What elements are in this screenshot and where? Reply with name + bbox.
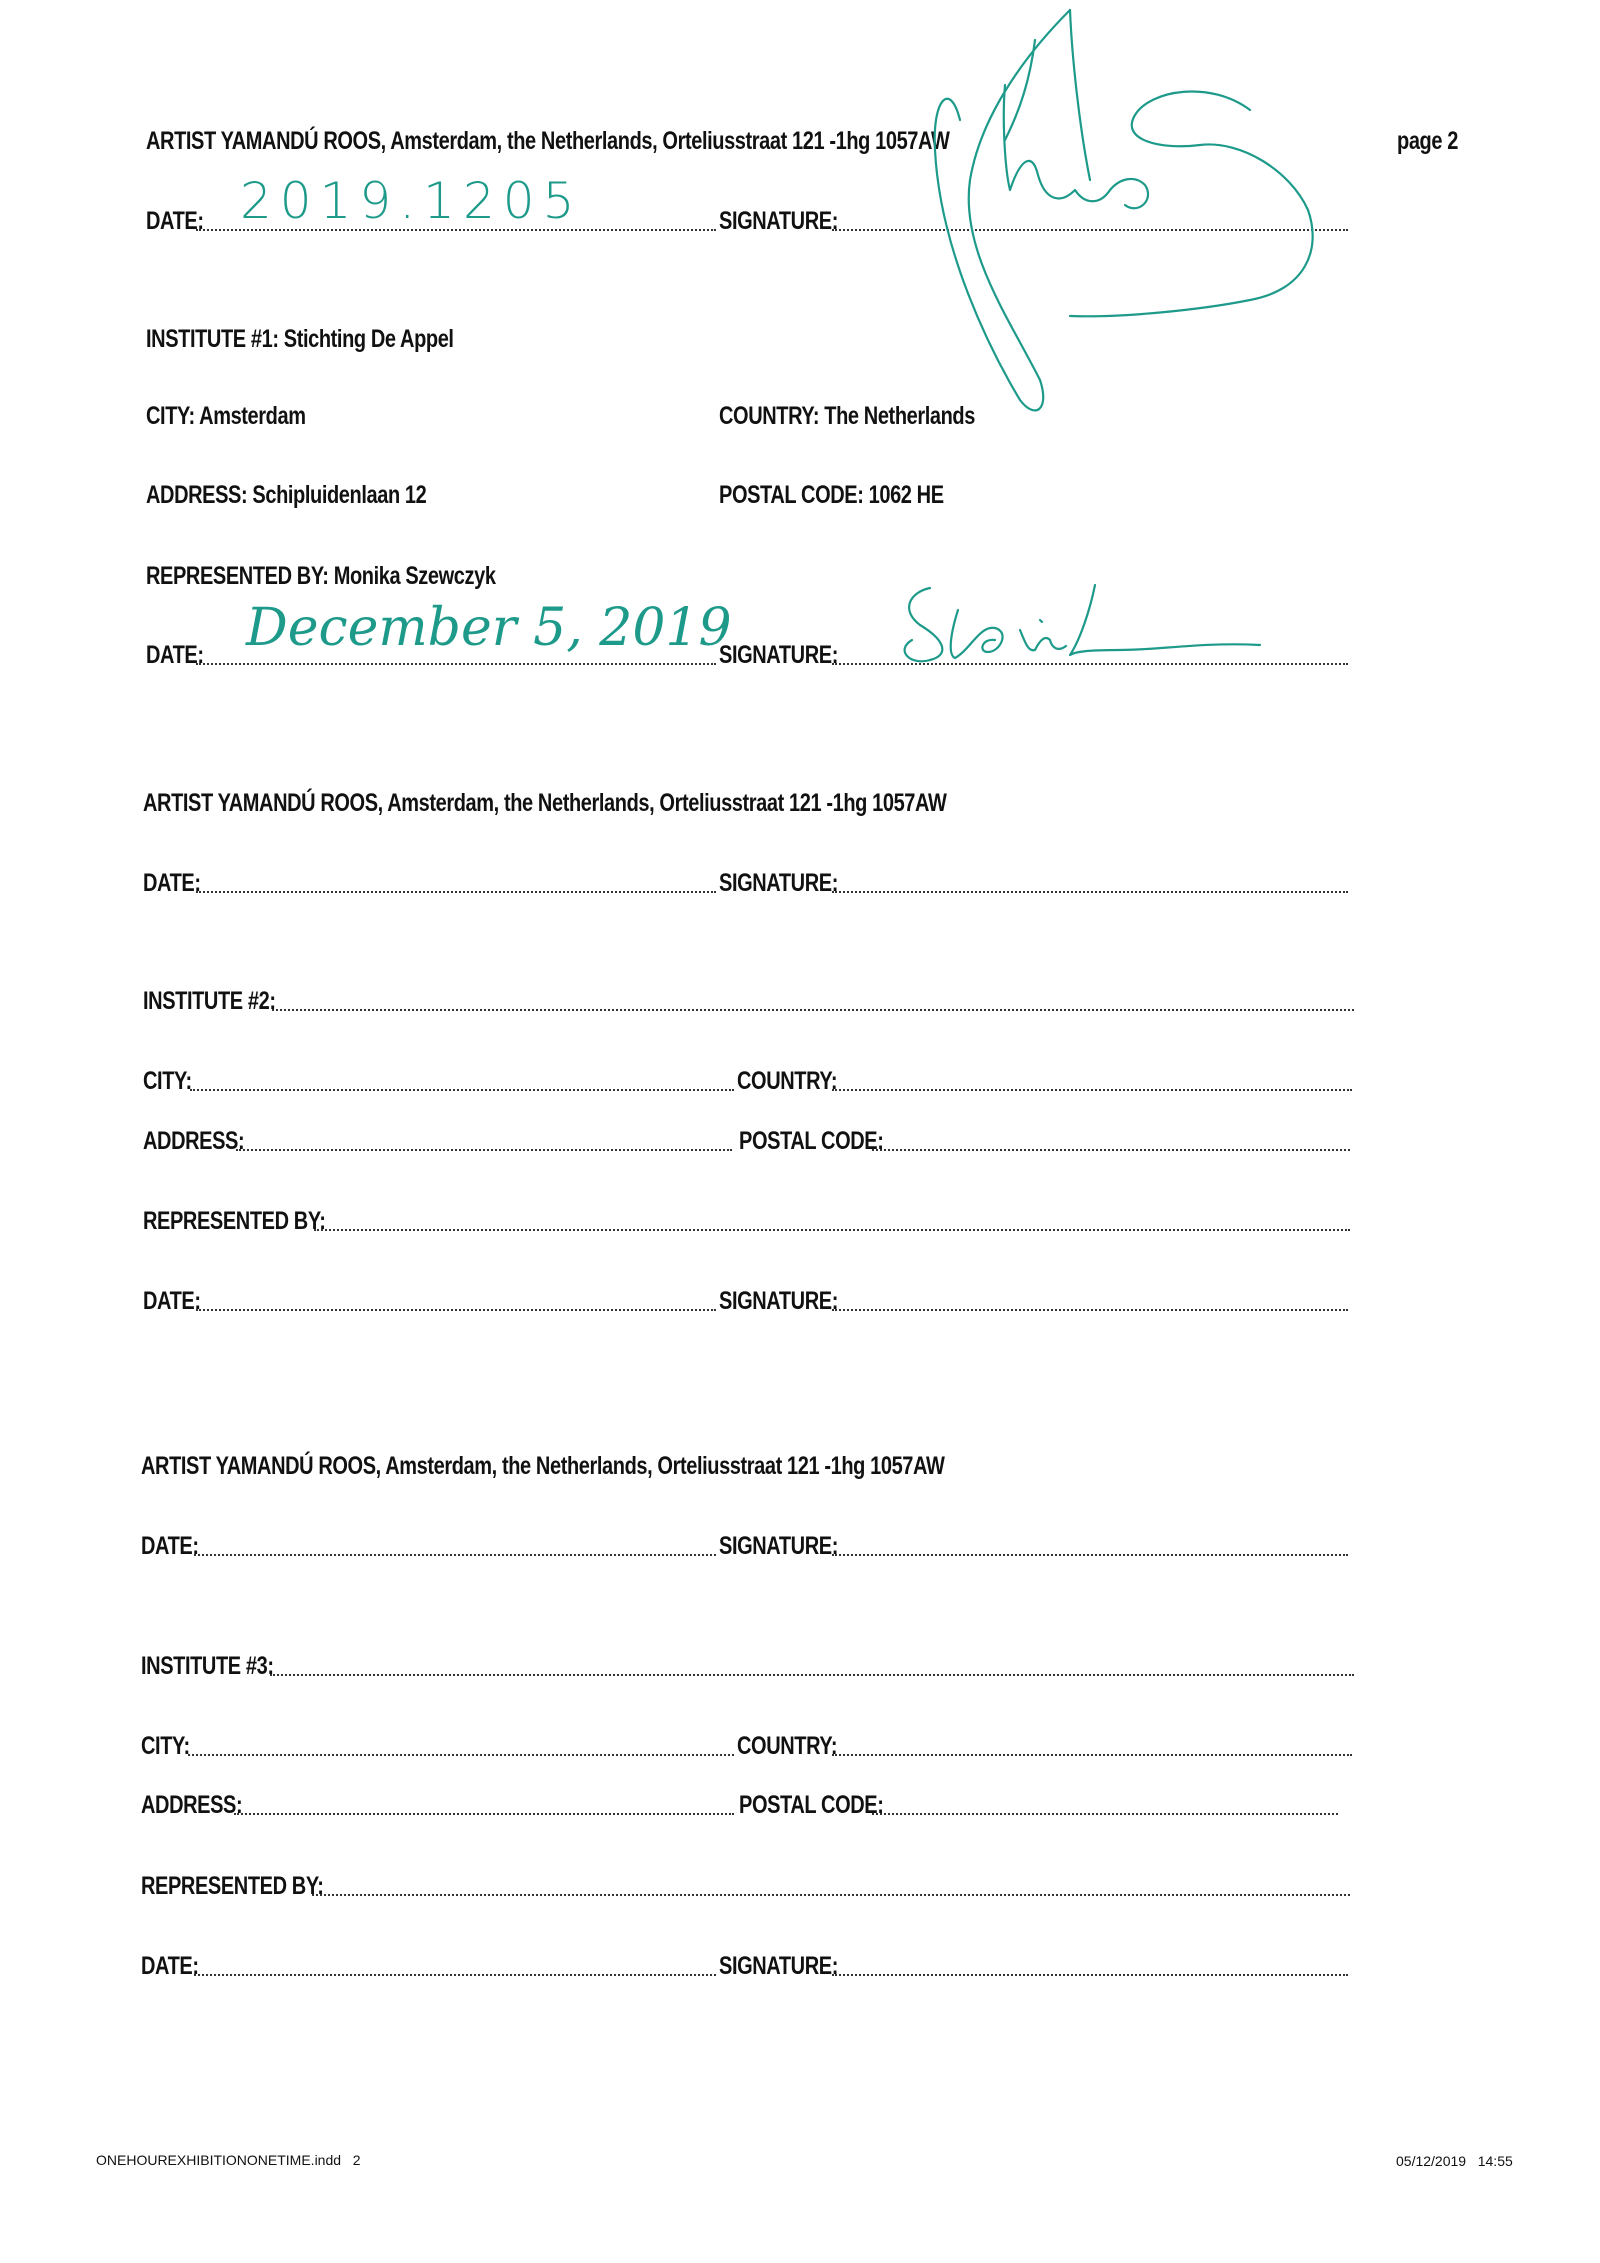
represented-by-label-3: REPRESENTED BY: <box>141 1872 324 1900</box>
country-label-2: COUNTRY: <box>737 1067 838 1095</box>
city-label-3: CITY: <box>141 1732 190 1760</box>
institute-1: INSTITUTE #1: Stichting De Appel <box>146 325 454 353</box>
rep-date-label-2: DATE: <box>143 1287 201 1315</box>
rep-signature-label-3: SIGNATURE: <box>719 1952 838 1980</box>
postal-code-1: POSTAL CODE: 1062 HE <box>719 481 944 509</box>
rep-date-line-2[interactable] <box>196 1309 716 1311</box>
city-label-2: CITY: <box>143 1067 192 1095</box>
postal-code-label-2: POSTAL CODE: <box>739 1127 884 1155</box>
rep-date-label-3: DATE: <box>141 1952 199 1980</box>
footer-filename: ONEHOUREXHIBITIONONETIME.indd 2 <box>96 2152 361 2168</box>
institute-line-3[interactable] <box>270 1674 1354 1676</box>
rep-date-line-1[interactable] <box>196 663 716 665</box>
artist-date-handwritten: 2019.1205 <box>240 172 583 230</box>
address-line-3[interactable] <box>234 1813 734 1815</box>
artist-signature-line-2[interactable] <box>832 891 1348 893</box>
address-label-3: ADDRESS: <box>141 1791 243 1819</box>
rep-signature-line-3[interactable] <box>832 1974 1348 1976</box>
artist-line-2: ARTIST YAMANDÚ ROOS, Amsterdam, the Netherlands, Orteliusstraat 121 -1hg 1057AW <box>143 789 947 817</box>
artist-signature-line-3[interactable] <box>832 1554 1348 1556</box>
artist-signature-drawing <box>920 0 1320 430</box>
country-line-2[interactable] <box>832 1089 1352 1091</box>
city-1: CITY: Amsterdam <box>146 402 306 430</box>
artist-date-label-2: DATE: <box>143 869 201 897</box>
artist-signature-label-1: SIGNATURE: <box>719 207 838 235</box>
country-1: COUNTRY: The Netherlands <box>719 402 975 430</box>
page-number: page 2 <box>1397 127 1458 155</box>
represented-by-line-3[interactable] <box>312 1894 1350 1896</box>
city-line-3[interactable] <box>188 1754 734 1756</box>
institute-2: INSTITUTE #2: <box>143 987 276 1015</box>
city-line-2[interactable] <box>190 1089 734 1091</box>
represented-by-1: REPRESENTED BY: Monika Szewczyk <box>146 562 496 590</box>
artist-date-label-3: DATE: <box>141 1532 199 1560</box>
institute-3: INSTITUTE #3: <box>141 1652 274 1680</box>
country-label-3: COUNTRY: <box>737 1732 838 1760</box>
artist-date-line-3[interactable] <box>194 1554 716 1556</box>
artist-date-label-1: DATE: <box>146 207 204 235</box>
artist-signature-label-3: SIGNATURE: <box>719 1532 838 1560</box>
rep-signature-label-2: SIGNATURE: <box>719 1287 838 1315</box>
artist-signature-label-2: SIGNATURE: <box>719 869 838 897</box>
institute-line-2[interactable] <box>272 1009 1354 1011</box>
represented-by-label-2: REPRESENTED BY: <box>143 1207 326 1235</box>
rep-date-label-1: DATE: <box>146 641 204 669</box>
postal-code-label-3: POSTAL CODE: <box>739 1791 884 1819</box>
address-label-2: ADDRESS: <box>143 1127 245 1155</box>
rep-date-handwritten: December 5, 2019 <box>246 598 732 658</box>
artist-date-line-2[interactable] <box>196 891 716 893</box>
represented-by-line-2[interactable] <box>314 1229 1350 1231</box>
rep-signature-line-2[interactable] <box>832 1309 1348 1311</box>
rep-signature-label-1: SIGNATURE: <box>719 641 838 669</box>
address-line-2[interactable] <box>236 1149 732 1151</box>
artist-line-3: ARTIST YAMANDÚ ROOS, Amsterdam, the Netherlands, Orteliusstraat 121 -1hg 1057AW <box>141 1452 945 1480</box>
artist-line-1: ARTIST YAMANDÚ ROOS, Amsterdam, the Netherlands, Orteliusstraat 121 -1hg 1057AW <box>146 127 950 155</box>
postal-code-line-3[interactable] <box>872 1813 1338 1815</box>
postal-code-line-2[interactable] <box>872 1149 1350 1151</box>
footer-timestamp: 05/12/2019 14:55 <box>1396 2153 1513 2169</box>
rep-date-line-3[interactable] <box>194 1974 716 1976</box>
country-line-3[interactable] <box>832 1754 1352 1756</box>
rep-signature-drawing <box>900 580 1280 680</box>
address-1: ADDRESS: Schipluidenlaan 12 <box>146 481 427 509</box>
